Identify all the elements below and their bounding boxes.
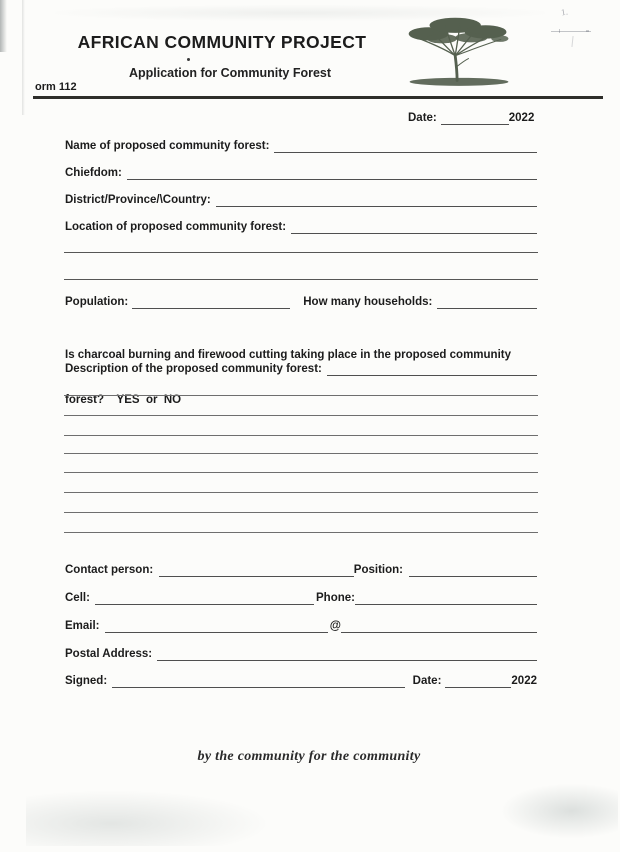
blank-line [64,251,538,253]
contact-person-blank-line [159,575,354,577]
blank-line [64,452,538,454]
email-local-blank-line [105,631,328,633]
page-subtitle: Application for Community Forest [128,66,332,80]
pencil-mark [571,36,573,47]
field-row-date-top [408,109,537,125]
charcoal-question-line2: forest? YES or NO [65,394,182,406]
page-title: AFRICAN COMMUNITY PROJECT [77,32,367,52]
phone-blank-line [355,603,537,605]
description-blank-line [327,374,537,376]
footer-motto: by the community for the community [197,749,421,764]
population-label: Population: [65,296,129,308]
forest-name-blank-line [274,151,537,153]
district-blank-line [216,205,537,207]
charcoal-question-line1: Is charcoal burning and firewood cutting taking place in the proposed community [65,349,511,361]
date-year: 2022 [508,112,535,124]
households-blank-line [437,307,537,309]
date-blank-line [441,123,509,125]
location-blank-line [291,232,537,234]
header-rule [33,96,603,99]
field-row-contact [65,561,537,577]
blank-line [64,531,538,533]
stray-ink-dot [187,58,190,61]
blank-line [64,434,538,436]
scan-smudge [502,784,618,838]
signed-blank-line [112,686,404,688]
email-label: Email: [65,620,100,632]
chiefdom-blank-line [127,178,537,180]
blank-line [64,394,538,396]
signed-label: Signed: [65,675,108,687]
date-label: Date: [408,112,437,124]
postal-address-blank-line [157,659,537,661]
blank-line [64,511,538,513]
email-domain-blank-line [341,631,537,633]
page-edge-shadow [22,0,25,115]
population-blank-line [132,307,290,309]
field-row-chiefdom [65,164,537,180]
date-bottom-blank-line [445,686,511,688]
date-bottom-label: Date: [412,675,442,687]
blank-line [64,491,538,493]
position-blank-line [409,575,537,577]
cell-label: Cell: [65,592,90,604]
location-label: Location of proposed community forest: [65,221,287,233]
field-row-description [65,360,537,376]
description-label: Description of the proposed community forest: [65,363,322,375]
postal-address-label: Postal Address: [65,648,153,660]
district-label: District/Province/\Country: [65,194,211,206]
scan-edge-shadow [0,0,7,52]
phone-label: Phone: [316,592,355,604]
field-row-postal [65,645,537,661]
field-row-email [65,617,537,633]
blank-line [64,278,538,280]
field-row-location [65,218,537,234]
field-row-population [65,293,537,309]
pencil-mark [551,31,591,32]
chiefdom-label: Chiefdom: [65,167,122,179]
contact-person-label: Contact person: [65,564,154,576]
blank-line [64,471,538,473]
form-number: orm 112 [35,81,77,93]
households-label: How many households: [303,296,433,308]
email-at-sign: @ [329,620,341,632]
field-row-cell [65,589,537,605]
date-bottom-year: 2022 [511,675,537,687]
charcoal-question [65,318,535,438]
position-label: Position: [353,564,403,576]
blank-line [64,414,538,416]
scan-smudge [26,790,271,846]
field-row-forest-name [65,137,537,153]
field-row-district [65,191,537,207]
pencil-mark: 1. [560,6,569,18]
field-row-signed [65,672,537,688]
forest-name-label: Name of proposed community forest: [65,140,270,152]
cell-blank-line [95,603,314,605]
acacia-tree-icon [400,12,518,88]
